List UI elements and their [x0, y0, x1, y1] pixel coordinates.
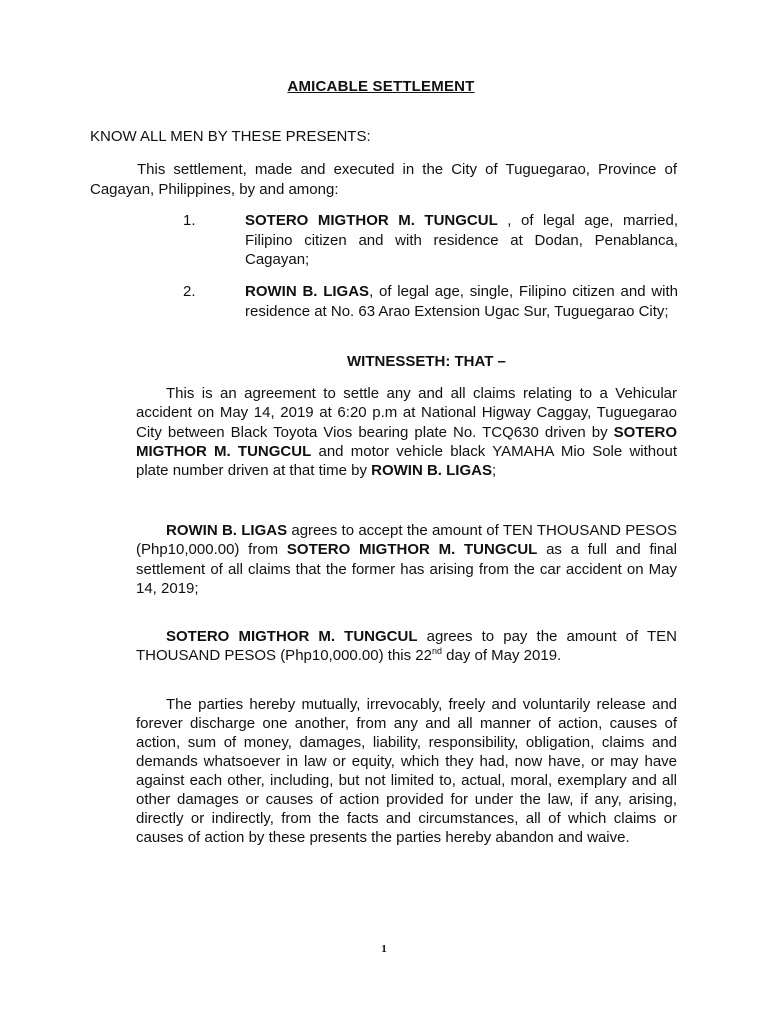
ordinal-superscript: nd: [431, 646, 442, 657]
party-name: ROWIN B. LIGAS: [245, 283, 370, 300]
accident-paragraph: [136, 384, 677, 480]
party-name: ROWIN B. LIGAS: [371, 462, 492, 480]
know-all-men-line: KNOW ALL MEN BY THESE PRESENTS:: [90, 128, 371, 145]
party-name: SOTERO MIGTHOR M. TUNGCUL: [136, 423, 677, 460]
paragraph-text: agrees to pay the amount of TEN THOUSAND PESOS (Php10,000.00) this 22: [136, 628, 677, 665]
paragraph-text: This is an agreement to settle any and all claims relating to a Vehicular accident on May 14, 2019 at 6:20 p.m at National Higway Caggay, Tuguegarao City between Black Toyota Vios bearing plate No. TCQ630 driven by: [136, 385, 677, 441]
payment-paragraph: [136, 627, 677, 666]
page-number: 1: [381, 943, 387, 955]
party-details: , of legal age, married, Filipino citizen and with residence at Dodan, Penablanca, Cagayan;: [245, 212, 678, 268]
party-text: [245, 211, 678, 270]
party-name: ROWIN B. LIGAS: [166, 522, 288, 539]
party-details: , of legal age, single, Filipino citizen and with residence at No. 63 Arao Extension Ugac Sur, Tuguegarao City;: [245, 283, 678, 320]
party-item-2: [183, 282, 678, 321]
title-text: AMICABLE SETTLEMENT: [287, 78, 475, 95]
party-text: [245, 282, 678, 321]
title-underline-pad: [475, 78, 481, 95]
paragraph-text: ;: [491, 462, 497, 480]
party-number: 1.: [183, 212, 196, 229]
release-paragraph: The parties hereby mutually, irrevocably, freely and voluntarily release and forever discharge one another, from any and all manner of action, causes of action, sum of money, damages, liability, responsibility, obligation, claims and demands whatsoever in law or equity, which they had, now have, or may have against each other, including, but not limited to, actual, moral, exemplary and all other damages or causes of action provided for under the law, if any, arising, directly or indirectly, from the facts and circumstances, all of which claims or causes of action by these presents the parties hereby abandon and waive.: [136, 696, 677, 846]
party-item-1: [183, 211, 678, 270]
paragraph-text: as a full and final settlement of all claims that the former has arising from the car accident on May 14, 2019;: [136, 541, 677, 597]
paragraph-text: agrees to accept the amount of TEN THOUSAND PESOS (Php10,000.00) from: [136, 522, 677, 559]
acceptance-paragraph: [136, 521, 677, 598]
intro-paragraph: This settlement, made and executed in the City of Tuguegarao, Province of Cagayan, Philippines, by and among:: [90, 161, 677, 198]
paragraph-text: day of May 2019.: [441, 647, 562, 665]
witnesseth-heading: WITNESSETH: THAT –: [347, 353, 506, 370]
party-name: SOTERO MIGTHOR M. TUNGCUL: [166, 628, 418, 645]
party-name: SOTERO MIGTHOR M. TUNGCUL: [286, 541, 538, 559]
party-number: 2.: [183, 283, 196, 300]
party-name: SOTERO MIGTHOR M. TUNGCUL: [245, 212, 498, 229]
paragraph-text: and motor vehicle black YAMAHA Mio Sole without plate number driven at that time by: [136, 442, 677, 480]
document-title: [0, 78, 768, 95]
